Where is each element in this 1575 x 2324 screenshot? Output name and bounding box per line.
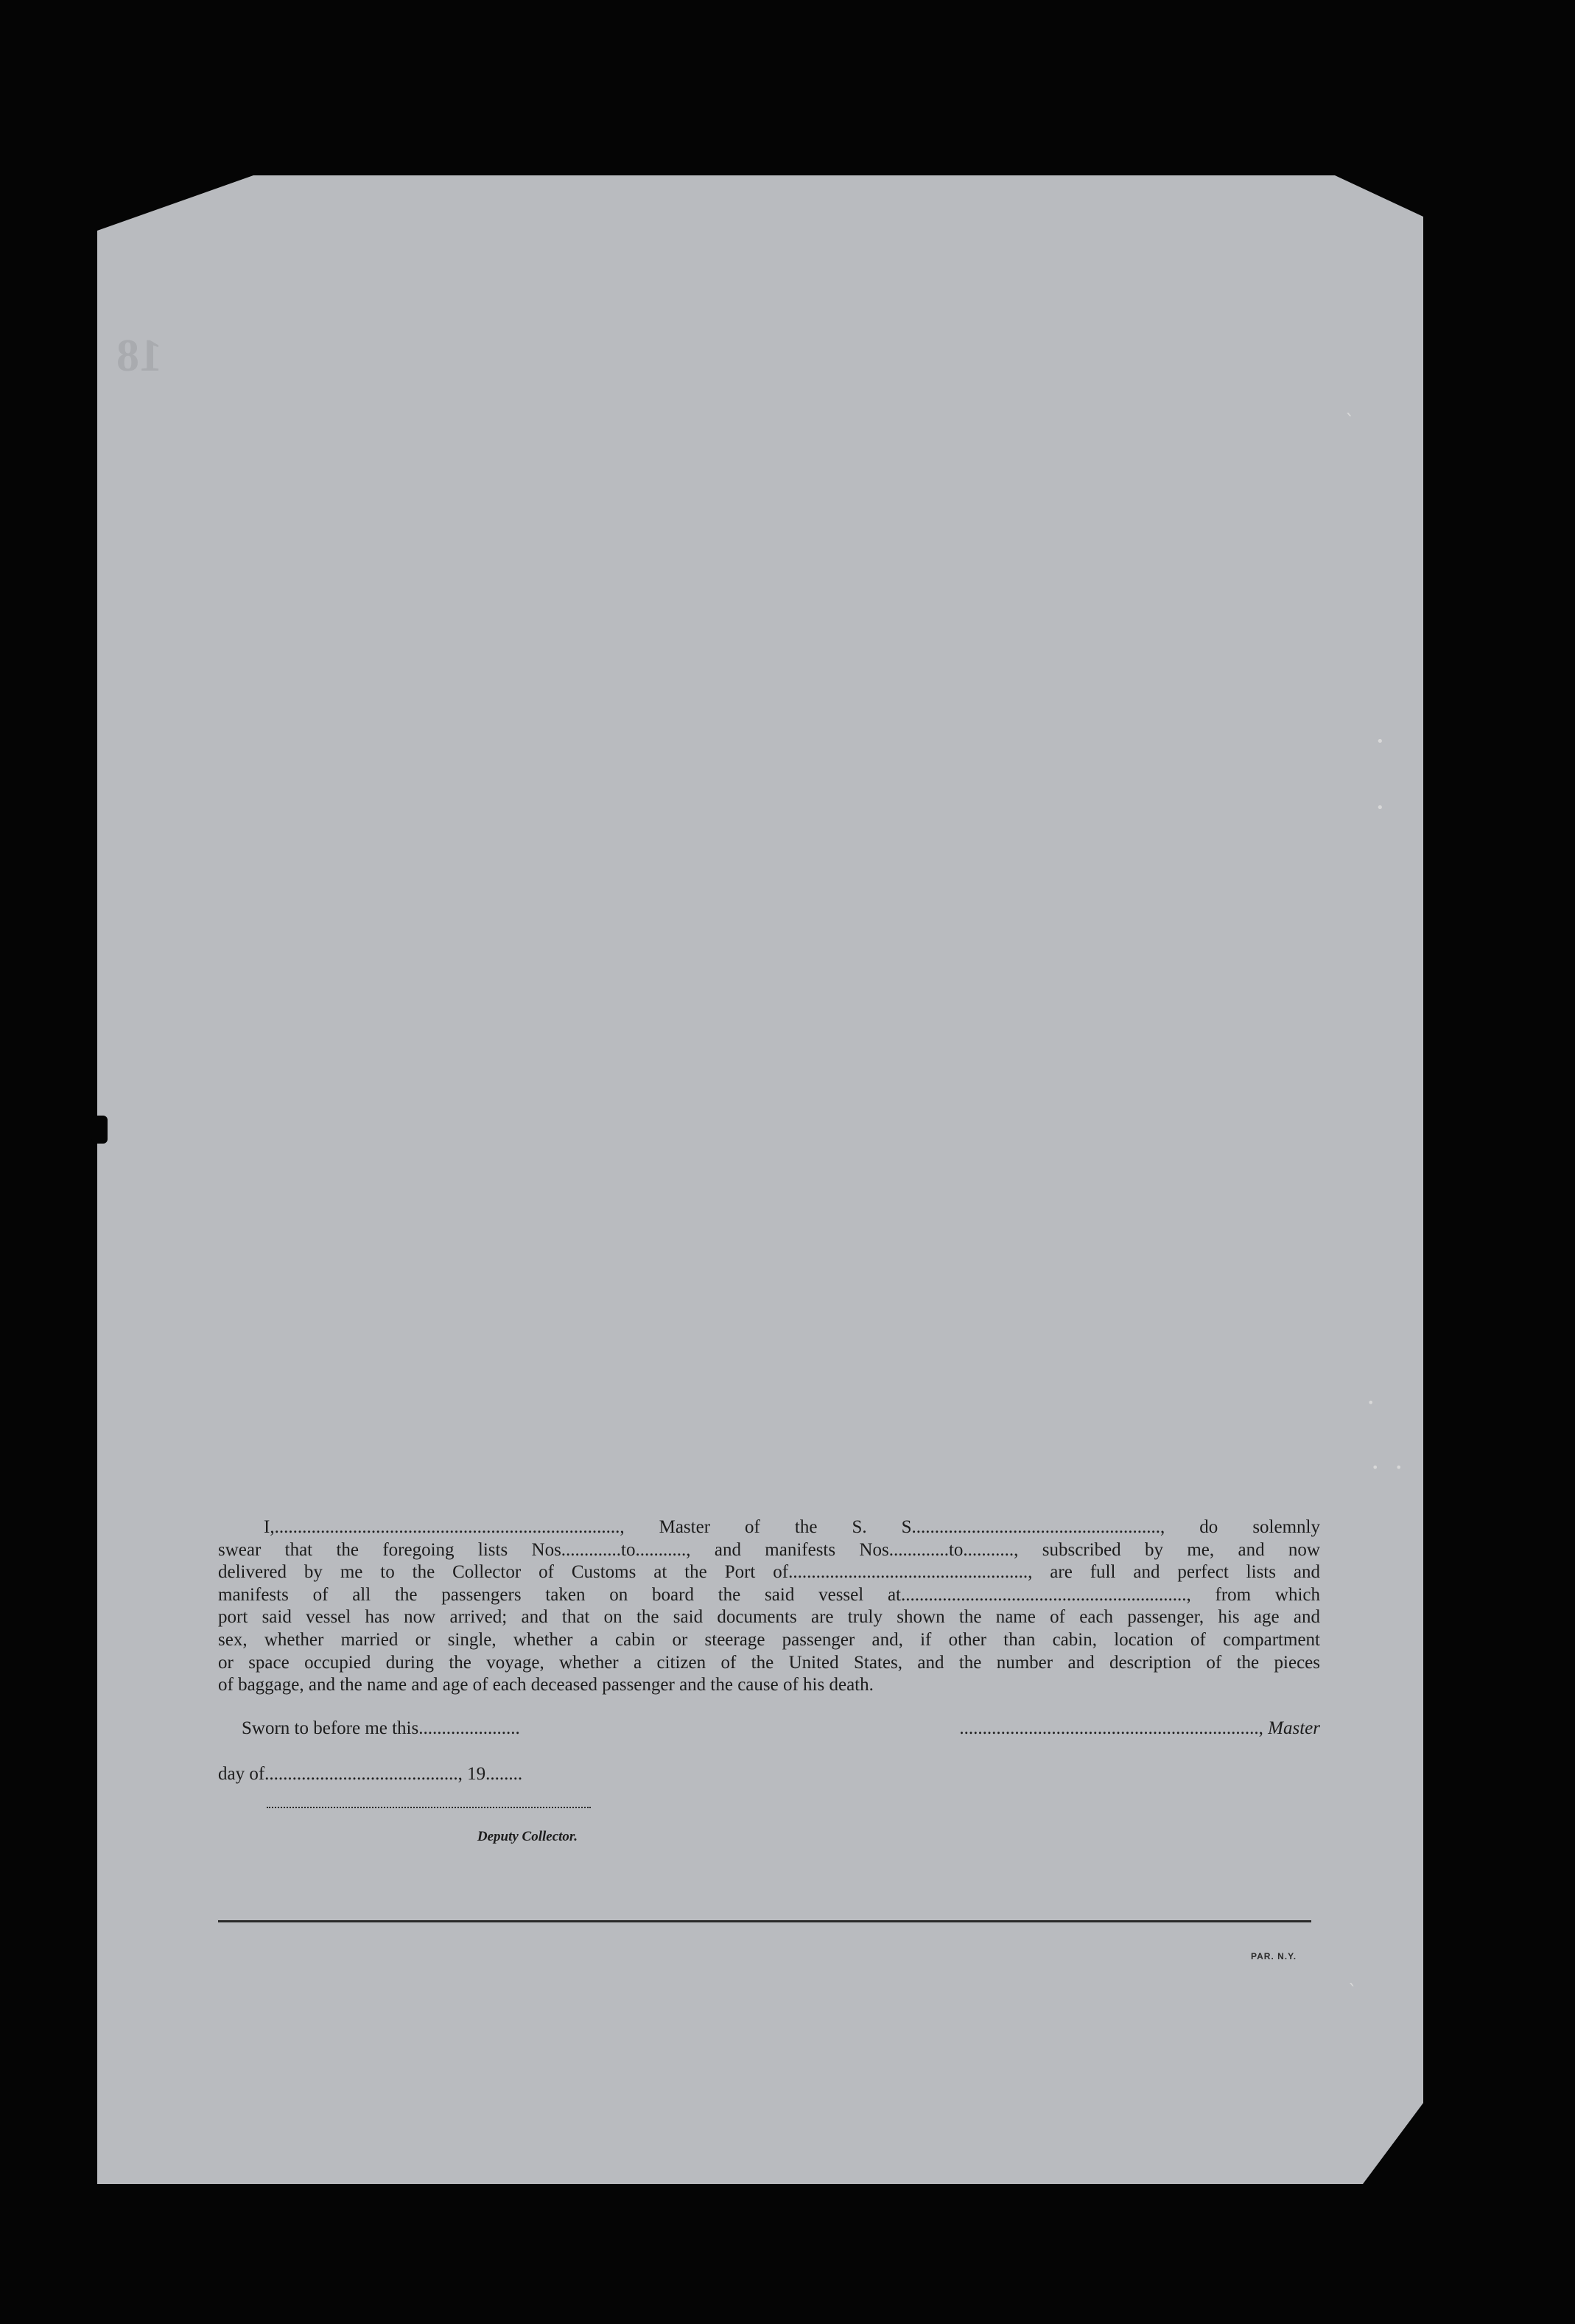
scan-dot: • [1376, 734, 1384, 749]
printer-mark: PAR. N.Y. [1251, 1951, 1297, 1961]
oath-paragraph [218, 1516, 1320, 1697]
oath-line: manifests of all the passengers taken on board the said vessel at.............................................................., from which [218, 1584, 1320, 1605]
bleed-through-page-number: 18 [116, 331, 162, 381]
oath-line: or space occupied during the voyage, whether a citizen of the United States, and the number and description of the pieces [218, 1652, 1320, 1673]
scan-dot: • [1372, 1460, 1379, 1474]
day-line: day of.........................................., 19........ [218, 1764, 523, 1784]
master-label: Master [1268, 1718, 1320, 1738]
oath-line: port said vessel has now arrived; and that on the said documents are truly shown the name of each passenger, his age and [218, 1607, 1320, 1628]
scan-mark: ˎ [1345, 395, 1355, 417]
scan-mark: ˎ [1348, 1966, 1357, 1987]
deputy-collector-label: Deputy Collector. [477, 1829, 578, 1844]
oath-line: swear that the foregoing lists Nos.............to..........., and manifests Nos.............to..........., subscribed by me, and now [218, 1539, 1320, 1560]
deputy-signature-line [267, 1807, 591, 1808]
oath-line: I,..........................................................................., Master of the S. S......................................................, do solemnly [264, 1517, 1320, 1537]
scan-dot: • [1367, 1396, 1375, 1410]
master-signature-dots: ................................................................., [959, 1718, 1263, 1738]
oath-line: delivered by me to the Collector of Customs at the Port of...................................................., are full and perfect lists and [218, 1562, 1320, 1583]
bottom-rule [218, 1920, 1311, 1922]
binding-notch [91, 1116, 108, 1144]
scan-dot: • [1395, 1460, 1403, 1474]
scan-dot: • [1376, 800, 1384, 816]
oath-line: of baggage, and the name and age of each deceased passenger and the cause of his death. [218, 1675, 874, 1695]
oath-line: sex, whether married or single, whether a cabin or steerage passenger and, if other than cabin, location of compartment [218, 1629, 1320, 1650]
manifest-page [97, 175, 1423, 2184]
sworn-line: Sworn to before me this...................... [242, 1718, 520, 1738]
master-signature-line [866, 1718, 1320, 1739]
